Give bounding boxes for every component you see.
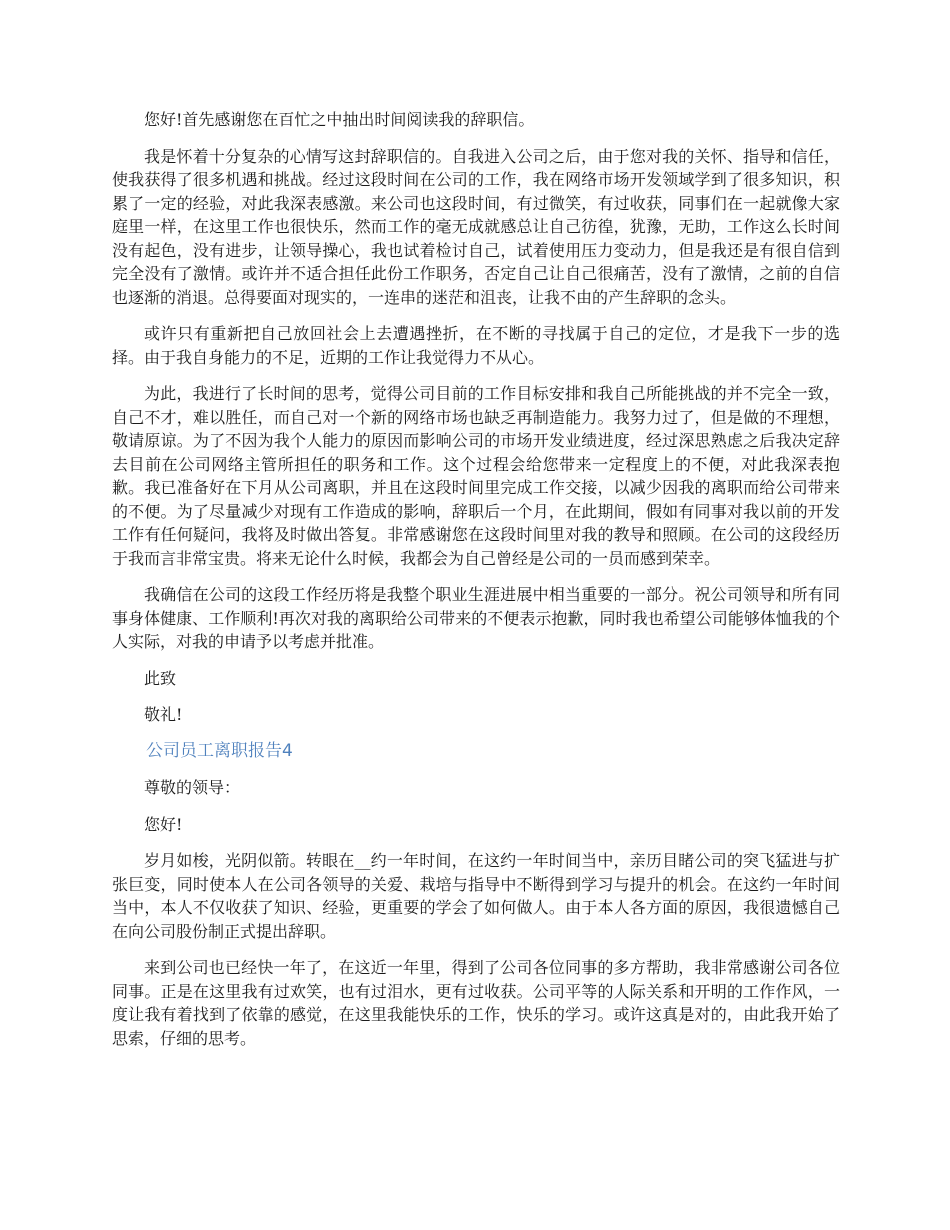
paragraph-body-4: 我确信在公司的这段工作经历将是我整个职业生涯进展中相当重要的一部分。祝公司领导和所有同事身体健康、工作顺利!再次对我的离职给公司带来的不便表示抱歉，同时我也希望公司能够体恤我的个人实际，对我的申请予以考虑并批准。 [112,585,840,651]
paragraph-body-2: 或许只有重新把自己放回社会上去遭遇挫折，在不断的寻找属于自己的定位，才是我下一步的选择。由于我自身能力的不足，近期的工作让我觉得力不从心。 [112,324,840,367]
paragraph-body-5: 岁月如梭，光阴似箭。转眼在__约一年时间，在这约一年时间当中，亲历目睹公司的突飞猛进与扩张巨变，同时使本人在公司各领导的关爱、栽培与指导中不断得到学习与提升的机会。在这约一年时间当中，本人不仅收获了知识、经验，更重要的学会了如何做人。由于本人各方面的原因，我很遗憾自己在向公司股份制正式提出辞职。 [112,851,840,941]
closing-line-2: 敬礼! [144,705,183,724]
greeting: 您好! [144,814,183,834]
section-heading: 公司员工离职报告4 [146,740,293,761]
closing-line-1: 此致 [144,668,177,688]
paragraph-body-6: 来到公司也已经快一年了，在这近一年里，得到了公司各位同事的多方帮助，我非常感谢公司各位同事。正是在这里我有过欢笑，也有过泪水，更有过收获。公司平等的人际关系和开明的工作作风，一度让我有着找到了依靠的感觉，在这里我能快乐的工作，快乐的学习。或许这真是对的，由此我开始了思索，仔细的思考。 [112,958,840,1048]
paragraph-body-1: 我是怀着十分复杂的心情写这封辞职信的。自我进入公司之后，由于您对我的关怀、指导和信任，使我获得了很多机遇和挑战。经过这段时间在公司的工作，我在网络市场开发领域学到了很多知识，积累了一定的经验，对此我深表感激。来公司也这段时间，有过微笑，有过收获，同事们在一起就像大家庭里一样，在这里工作也很快乐，然而工作的毫无成就感总让自己彷徨，犹豫，无助，工作这么长时间没有起色，没有进步，让领导操心，我也试着检讨自己，试着使用压力变动力，但是我还是有很自信到完全没有了激情。或许并不适合担任此份工作职务，否定自己让自己很痛苦，没有了激情，之前的自信也逐渐的消退。总得要面对现实的，一连串的迷茫和沮丧，让我不由的产生辞职的念头。 [112,146,840,307]
document-body [112,108,840,1063]
salutation: 尊敬的领导： [144,778,241,797]
paragraph-greeting: 您好!首先感谢您在百忙之中抽出时间阅读我的辞职信。 [144,110,535,129]
paragraph-body-3: 为此，我进行了长时间的思考，觉得公司目前的工作目标安排和我自己所能挑战的并不完全一致，自己不才，难以胜任，而自己对一个新的网络市场也缺乏再制造能力。我努力过了，但是做的不理想，敬请原谅。为了不因为我个人能力的原因而影响公司的市场开发业绩进度，经过深思熟虑之后我决定辞去目前在公司网络主管所担任的职务和工作。这个过程会给您带来一定程度上的不便，对此我深表抱歉。我已准备好在下月从公司离职，并且在这段时间里完成工作交接，以减少因我的离职而给公司带来的不便。为了尽量减少对现有工作造成的影响，辞职后一个月，在此期间，假如有同事对我以前的开发工作有任何疑问，我将及时做出答复。非常感谢您在这段时间里对我的教导和照顾。在公司的这段经历于我而言非常宝贵。将来无论什么时候，我都会为自己曾经是公司的一员而感到荣幸。 [112,384,840,568]
